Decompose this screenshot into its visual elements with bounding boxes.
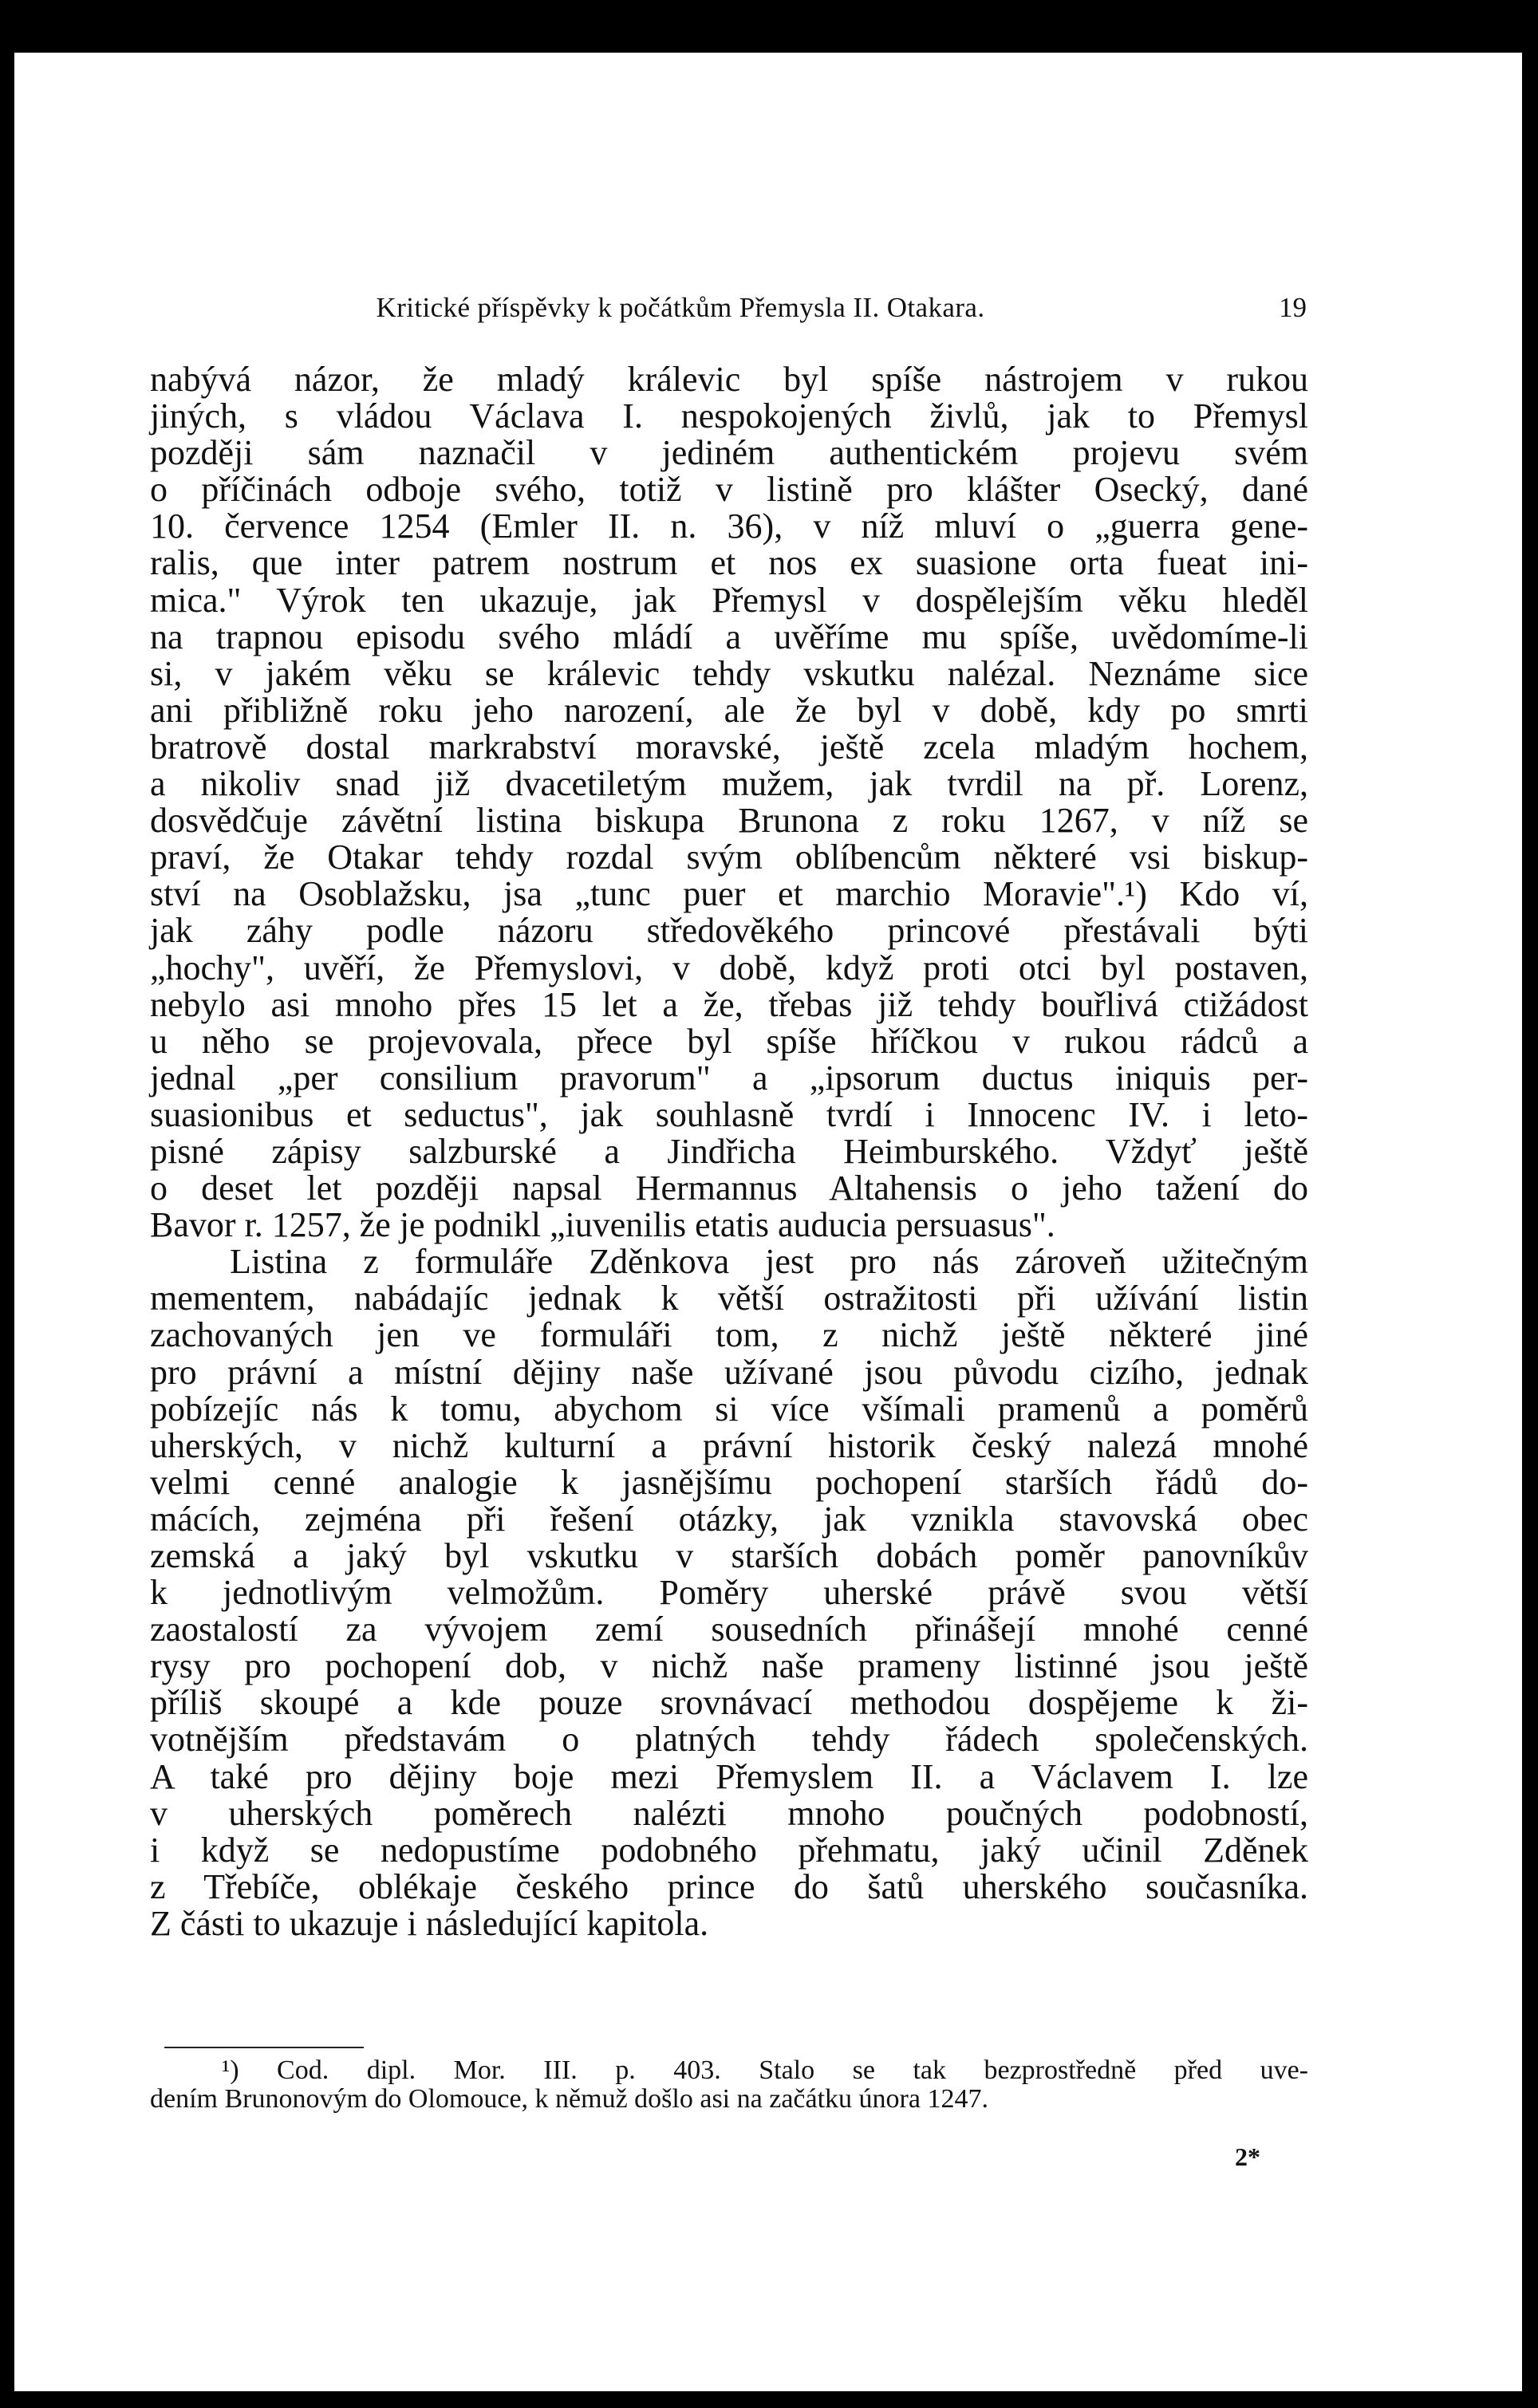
text-line: na trapnou episodu svého mládí a uvěříme mu spíše, uvědomíme-li	[150, 617, 1308, 656]
text-line: Bavor r. 1257, že je podnikl „iuvenilis etatis auducia persuasus".	[150, 1205, 1055, 1245]
body-text	[150, 361, 1308, 1942]
text-line: si, v jakém věku se králevic tehdy vskutku nalézal. Neznáme sice	[150, 653, 1308, 693]
footnote-line: ¹) Cod. dipl. Mor. III. p. 403. Stalo se tak bezprostředně před uve-	[222, 2055, 1308, 2085]
text-line: mácích, zejména při řešení otázky, jak vznikla stavovská obec	[150, 1499, 1308, 1539]
text-line-paragraph-start: Listina z formuláře Zděnkova jest pro nás zároveň užitečným	[230, 1242, 1308, 1282]
text-line: u něho se projevovala, přece byl spíše hříčkou v rukou rádců a	[150, 1021, 1308, 1061]
text-line: ani přibližně roku jeho narození, ale že byl v době, kdy po smrti	[150, 690, 1308, 730]
text-line: z Třebíče, oblékaje českého prince do šatů uherského současníka.	[150, 1866, 1308, 1906]
text-line: mementem, nabádajíc jednak k větší ostražitosti při užívání listin	[150, 1279, 1308, 1318]
text-line: mica." Výrok ten ukazuje, jak Přemysl v dospělejším věku hleděl	[150, 580, 1308, 620]
text-line: „hochy", uvěří, že Přemyslovi, v době, když proti otci byl postaven,	[150, 948, 1308, 987]
text-line: příliš skoupé a kde pouze srovnávací methodou dospějeme k ži-	[150, 1683, 1308, 1723]
text-line: jednal „per consilium pravorum" a „ipsorum ductus iniquis per-	[150, 1058, 1308, 1098]
text-line: o příčinách odboje svého, totiž v listině pro klášter Osecký, dané	[150, 470, 1308, 510]
text-line: nebylo asi mnoho přes 15 let a že, třebas již tehdy bouřlivá ctižádost	[150, 984, 1308, 1024]
text-line: zaostalostí za vývojem zemí sousedních přinášejí mnohé cenné	[150, 1610, 1308, 1649]
text-line: rysy pro pochopení dob, v nichž naše prameny listinné jsou ještě	[150, 1646, 1308, 1686]
printer-signature-mark: 2*	[1235, 2142, 1260, 2171]
running-title: Kritické příspěvky k počátkům Přemysla II. Otakara.	[376, 292, 985, 323]
footnote-line: dením Brunonovým do Olomouce, k němuž došlo asi na začátku února 1247.	[150, 2084, 988, 2114]
text-line: pisné zápisy salzburské a Jindřicha Heimburského. Vždyť ještě	[150, 1131, 1308, 1171]
text-line: uherských, v nichž kulturní a právní historik český nalezá mnohé	[150, 1425, 1308, 1465]
text-line: Z části to ukazuje i následující kapitola.	[150, 1903, 709, 1943]
text-line: zachovaných jen ve formuláři tom, z nichž ještě některé jiné	[150, 1315, 1308, 1355]
text-line: jiných, s vládou Václava I. nespokojených živlů, jak to Přemysl	[150, 396, 1308, 436]
page-number: 19	[1279, 292, 1307, 323]
text-line: o deset let později napsal Hermannus Altahensis o jeho tažení do	[150, 1169, 1308, 1208]
text-line: ství na Osoblažsku, jsa „tunc puer et marchio Moravie".¹) Kdo ví,	[150, 874, 1308, 914]
text-line: suasionibus et seductus", jak souhlasně tvrdí i Innocenc IV. i leto-	[150, 1094, 1308, 1134]
footnote-rule	[164, 2047, 364, 2048]
page-header	[150, 292, 1307, 348]
text-line: v uherských poměrech nalézti mnoho poučných podobností,	[150, 1793, 1308, 1833]
text-line: bratrově dostal markrabství moravské, ještě zcela mladým hochem,	[150, 727, 1308, 767]
footnote	[150, 2056, 1308, 2114]
text-line: zemská a jaký byl vskutku v starších dobách poměr panovníkův	[150, 1536, 1308, 1575]
book-page	[14, 53, 1522, 2391]
text-line: praví, že Otakar tehdy rozdal svým oblíbencům některé vsi biskup-	[150, 837, 1308, 877]
text-line: A také pro dějiny boje mezi Přemyslem II. a Václavem I. lze	[150, 1756, 1308, 1796]
text-line: i když se nedopustíme podobného přehmatu, jaký učinil Zděnek	[150, 1830, 1308, 1870]
text-line: k jednotlivým velmožům. Poměry uherské právě svou větší	[150, 1573, 1308, 1613]
text-line: 10. července 1254 (Emler II. n. 36), v níž mluví o „guerra gene-	[150, 506, 1308, 546]
text-line: nabývá názor, že mladý králevic byl spíše nástrojem v rukou	[150, 360, 1308, 399]
text-line: jak záhy podle názoru středověkého princové přestávali býti	[150, 911, 1308, 951]
text-line: votnějším představám o platných tehdy řádech společenských.	[150, 1720, 1308, 1760]
text-line: pobízejíc nás k tomu, abychom si více všímali pramenů a poměrů	[150, 1389, 1308, 1429]
text-line: a nikoliv snad již dvacetiletým mužem, jak tvrdil na př. Lorenz,	[150, 764, 1308, 804]
text-line: velmi cenné analogie k jasnějšímu pochopení starších řádů do-	[150, 1462, 1308, 1502]
text-line: dosvědčuje závětní listina biskupa Brunona z roku 1267, v níž se	[150, 801, 1308, 841]
text-line: později sám naznačil v jediném authentickém projevu svém	[150, 433, 1308, 473]
text-line: pro právní a místní dějiny naše užívané jsou původu cizího, jednak	[150, 1352, 1308, 1392]
text-line: ralis, que inter patrem nostrum et nos ex suasione orta fueat ini-	[150, 543, 1308, 583]
